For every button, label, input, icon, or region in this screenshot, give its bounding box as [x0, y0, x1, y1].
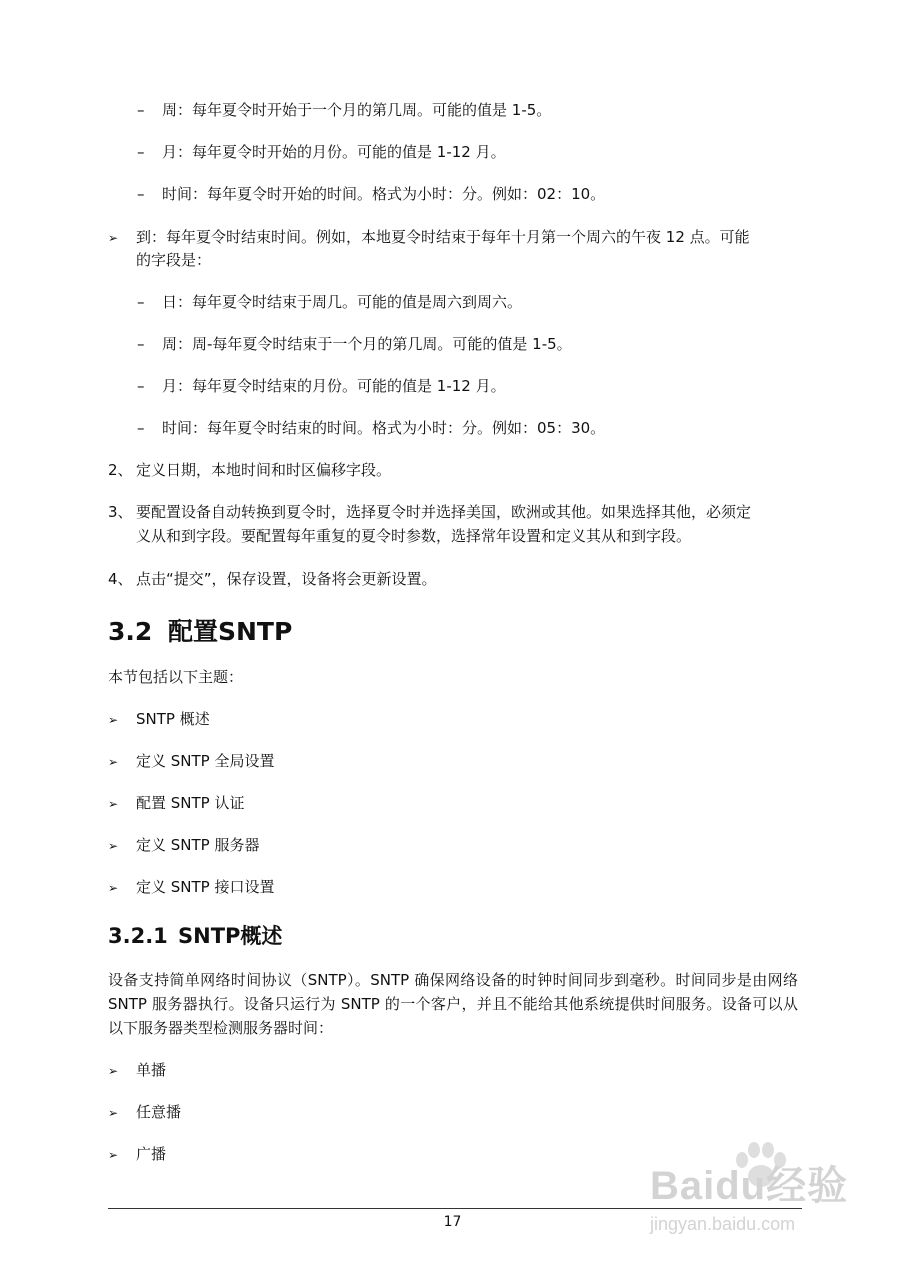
- text-line: 周：每年夏令时开始于一个月的第几周。可能的值是 1-5。: [162, 101, 552, 119]
- topic-item: 定义 SNTP 全局设置: [136, 752, 275, 770]
- arrow-bullet: ➢: [108, 231, 119, 245]
- server-type-item: 广播: [136, 1145, 167, 1163]
- text-line: 时间：每年夏令时结束的时间。格式为小时：分。例如：05：30。: [162, 419, 606, 437]
- topic-item: 定义 SNTP 服务器: [136, 836, 260, 854]
- text-line: 月：每年夏令时开始的月份。可能的值是 1-12 月。: [162, 143, 506, 161]
- text-line: 日：每年夏令时结束于周几。可能的值是周六到周六。: [162, 293, 523, 311]
- section-title: 配置SNTP: [168, 617, 293, 646]
- step-number: 3、: [108, 503, 133, 521]
- topic-item: 配置 SNTP 认证: [136, 794, 245, 812]
- dash-marker: –: [137, 185, 145, 203]
- subsection-heading: [108, 923, 282, 949]
- arrow-bullet: ➢: [108, 1064, 119, 1078]
- watermark-logo: Baidu经验: [650, 1164, 849, 1208]
- dash-marker: –: [137, 143, 145, 161]
- text-line: 周：周-每年夏令时结束于一个月的第几周。可能的值是 1-5。: [162, 335, 572, 353]
- arrow-bullet: ➢: [108, 755, 119, 769]
- topic-item: SNTP 概述: [136, 710, 210, 728]
- footer-rule: [108, 1208, 802, 1209]
- dash-marker: –: [137, 377, 145, 395]
- step-number: 2、: [108, 461, 133, 479]
- step-number: 4、: [108, 570, 133, 588]
- text-line: 定义日期，本地时间和时区偏移字段。: [136, 461, 392, 479]
- text-line: 的字段是：: [136, 251, 212, 269]
- text-line: 义从和到字段。要配置每年重复的夏令时参数，选择常年设置和定义其从和到字段。: [136, 527, 692, 545]
- text-line: 时间：每年夏令时开始的时间。格式为小时：分。例如：02：10。: [162, 185, 606, 203]
- watermark: [650, 1140, 850, 1250]
- text-line: 要配置设备自动转换到夏令时，选择夏令时并选择美国，欧洲或其他。如果选择其他，必须定: [136, 503, 752, 521]
- arrow-bullet: ➢: [108, 839, 119, 853]
- text-line: 点击“提交”，保存设置，设备将会更新设置。: [136, 570, 437, 588]
- arrow-bullet: ➢: [108, 797, 119, 811]
- intro-text: 本节包括以下主题：: [108, 668, 244, 686]
- subsection-title: SNTP概述: [178, 924, 283, 948]
- text-line: 月：每年夏令时结束的月份。可能的值是 1-12 月。: [162, 377, 506, 395]
- arrow-bullet: ➢: [108, 1106, 119, 1120]
- text-line: 到：每年夏令时结束时间。例如，本地夏令时结束于每年十月第一个周六的午夜 12 点。可能: [136, 228, 750, 246]
- section-number: 3.2: [108, 617, 153, 646]
- dash-marker: –: [137, 419, 145, 437]
- arrow-bullet: ➢: [108, 713, 119, 727]
- server-type-item: 单播: [136, 1061, 167, 1079]
- server-type-item: 任意播: [136, 1103, 182, 1121]
- page-number: 17: [443, 1214, 462, 1230]
- dash-marker: –: [137, 335, 145, 353]
- dash-marker: –: [137, 101, 145, 119]
- arrow-bullet: ➢: [108, 1148, 119, 1162]
- watermark-url: jingyan.baidu.com: [650, 1214, 796, 1234]
- dash-marker: –: [137, 293, 145, 311]
- arrow-bullet: ➢: [108, 881, 119, 895]
- section-heading: [108, 617, 292, 647]
- topic-item: 定义 SNTP 接口设置: [136, 878, 275, 896]
- subsection-number: 3.2.1: [108, 924, 168, 948]
- overview-paragraph: 设备支持简单网络时间协议（SNTP）。SNTP 确保网络设备的时钟时间同步到毫秒。时间同步是由网络 SNTP 服务器执行。设备只运行为 SNTP 的一个客户，并且不能给其他系统提供时间服务。设备可以从以下服务器类型检测服务器时间：: [108, 971, 798, 1037]
